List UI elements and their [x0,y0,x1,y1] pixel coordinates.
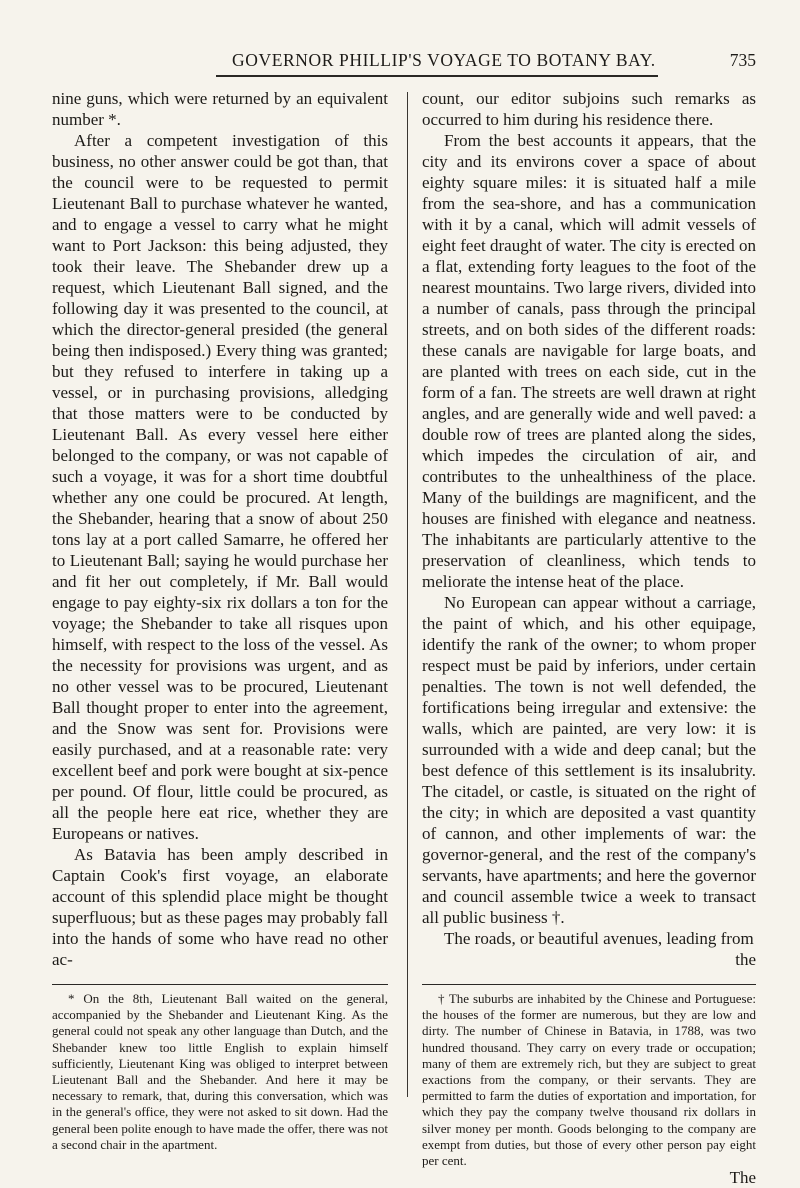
page-number: 735 [729,50,756,70]
right-paragraph-3: No European can appear without a carriage, the paint of which, and his other equipage, identify the rank of the owner; to whom proper respect must be paid by inferiors, under certain penalties. The town is not well defended, the fortifications being irregular and extensive: the walls, which are painted, are very low: it is surrounded with a wide and deep canal; but the best defence of this settlement is its insalubrity. The citadel, or castle, is situated on the right of the city; in which are deposited a vast quantity of cannon, and other implements of war: the governor-general, and the rest of the company's servants, have apartments; and here the governor and council assemble twice a week to transact all public business †. [422,593,756,927]
column-divider [407,92,408,1097]
left-paragraph-2: After a competent investigation of this business, no other answer could be got than, that the council were to be requested to permit Lieutenant Ball to purchase whatever he wanted, and to engage a vessel to carry what he might want to Port Jackson: this being adjusted, they took their leave. The Shebander drew up a request, which Lieutenant Ball signed, and the following day it was presented to the council, at which the director-general presided (the general being then indisposed.) Every thing was granted; but they refused to interfere in taking up a vessel, or in purchasing provisions, alledging that those matters were to be conducted by Lieutenant Ball. As every vessel here either belonged to the company, or was not capable of such a voyage, it was for a short time doubtful whether any one could be procured. At length, the Shebander, hearing that a snow of about 250 tons lay at a port called Samarre, he offered her to Lieutenant Ball; saying he would purchase her and fit her out completely, if Mr. Ball would engage to pay eighty-six rix dollars a ton for the voyage; the Shebander to take all risques upon himself, with respect to the loss of the vessel. As the necessity for provisions was urgent, and as no other vessel was to be procured, Lieutenant Ball thought proper to enter into the agreement, and the Snow was sent for. Provisions were easily purchased, and at a reasonable rate: very excellent beef and pork were bought at six-pence per pound. Of flour, little could be procured, as all the people here eat rice, whether they are Europeans or natives. [52,131,388,843]
footnote-rule-right [422,984,756,985]
running-title: GOVERNOR PHILLIP'S VOYAGE TO BOTANY BAY. [232,50,656,70]
page-header [46,50,756,78]
left-paragraph-1: nine guns, which were returned by an equivalent number *. [52,89,388,129]
footnote-rule-left [52,984,388,985]
left-column [52,88,388,1153]
catchword-the: the [735,950,756,969]
right-paragraph-2: From the best accounts it appears, that the city and its environs cover a space of about eighty square miles: it is situated half a mile from the sea-shore, and has a communication with it by a canal, which will admit vessels of eight feet draught of water. The city is erected on a flat, extending forty leagues to the foot of the nearest mountains. Two large rivers, divided into a number of canals, pass through the principal streets, and on both sides of the different roads: these canals are navigable for large boats, and are planted with trees on each side, cut in the form of a fan. The streets are well drawn at right angles, and are generally wide and well paved: a double row of trees are planted along the sides, which impedes the circulation of air, and contributes to the unhealthiness of the place. Many of the buildings are magnificent, and the houses are finished with elegance and neatness. The inhabitants are particularly attentive to the preservation of cleanliness, which tends to meliorate the intense heat of the place. [422,131,756,591]
catchword-page: The [729,1168,756,1188]
left-paragraph-3: As Batavia has been amply described in Captain Cook's first voyage, an elaborate account of this splendid place might be thought superfluous; but as these pages may probably fall into the hands of some who have read no other ac- [52,845,388,969]
right-paragraph-1: count, our editor subjoins such remarks as occurred to him during his residence there. [422,89,756,129]
footnote-right: † The suburbs are inhabited by the Chinese and Portuguese: the houses of the former are numerous, but they are low and dirty. The number of Chinese in Batavia, in 1788, was two hundred thousand. They carry on every trade or occupation; many of them are extremely rich, but they are subject to great exactions from the company, or their servants. They are permitted to farm the duties of exportation and importation, for which they pay the company twelve thousand rix dollars in silver money per month. Goods belonging to the company are exempt from duties, but those of every other person pay eight per cent. [422,991,756,1169]
right-paragraph-4: The roads, or beautiful avenues, leading from [444,929,754,948]
right-column [422,88,756,1188]
header-rule [216,75,658,77]
footnote-left: * On the 8th, Lieutenant Ball waited on the general, accompanied by the Shebander and Lieutenant King. As the general could not speak any other language than Dutch, and the Shebander knew too little English to explain himself sufficiently, Lieutenant King was obliged to interpret between Lieutenant Ball and the Shebander. And here it may be necessary to remark, that, during this conversation, which was in the general's office, they were not asked to sit down. Had the general been polite enough to have made the offer, there was not a second chair in the apartment. [52,991,388,1152]
